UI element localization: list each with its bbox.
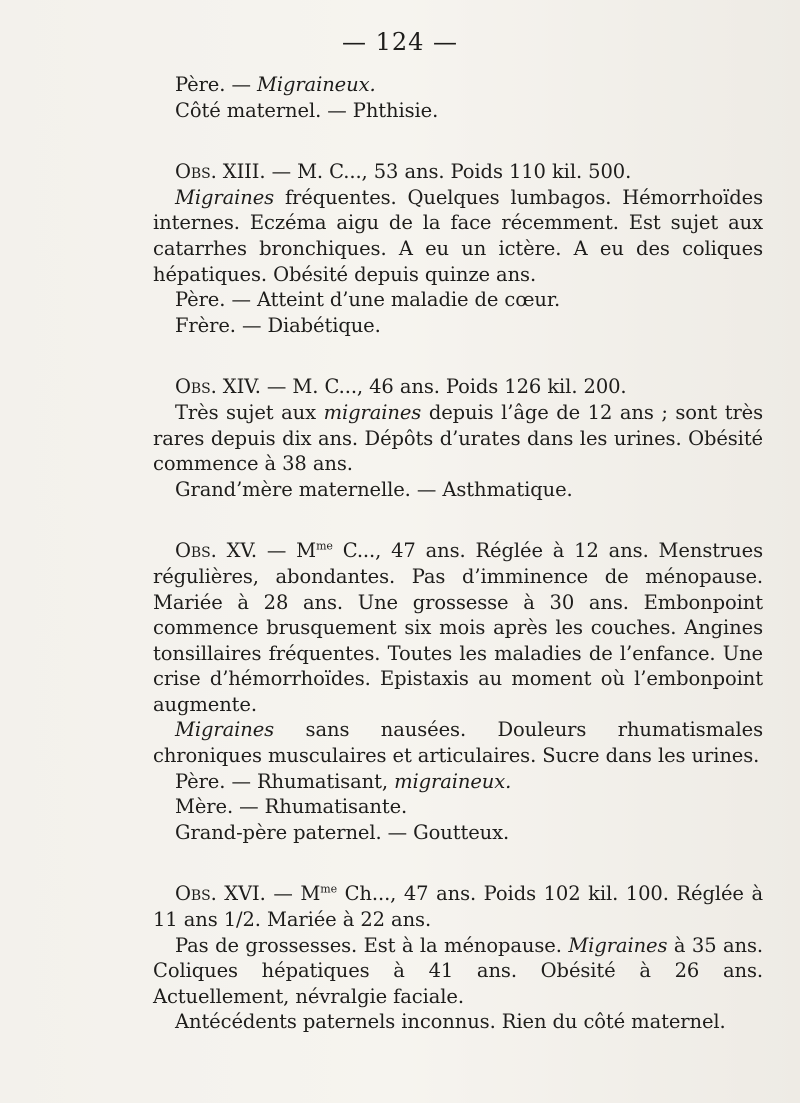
- obs14-migraines: migraines: [323, 400, 422, 424]
- obs14-label: Obs.: [175, 375, 217, 399]
- page-body: [153, 72, 763, 1035]
- obs15-grandpere: Grand-père paternel. — Goutteux.: [175, 820, 510, 844]
- obs16-text: à 35 ans. Coliques hépatiques à 41 ans. Obésité à 26 ans. Actuellement, névralgie faciale.: [153, 933, 763, 1008]
- cote-label: Côté maternel. —: [175, 98, 347, 122]
- obs15-title-rest: C..., 47 ans. Réglée à 12 ans. Menstrues régulières, abondantes. Pas d’imminence de ménopause. Mariée à 28 ans. Une grossesse à 30 ans. Embonpoint commence brusquement six mois après les couches. Angines tonsillaires fréquentes. Toutes les maladies de l’enfance. Une crise d’hémorrhoïdes. Epistaxis au moment où l’embonpoint augmente.: [153, 539, 763, 716]
- pere-value: Migraineux.: [256, 73, 376, 96]
- obs15-title-pre: XV. — M: [226, 539, 317, 563]
- obs13-pere: Père. — Atteint d’une maladie de cœur.: [175, 288, 561, 312]
- obs16-label: Obs.: [175, 882, 217, 906]
- obs13-title: [153, 159, 763, 185]
- obs15-title-sup: me: [316, 539, 333, 553]
- cote-value: Phthisie.: [352, 98, 439, 122]
- obs15-title: [153, 538, 763, 717]
- obs15-migraines: Migraines: [175, 718, 275, 742]
- obs13-title-rest: XIII. — M. C..., 53 ans. Poids 110 kil. 500.: [222, 160, 632, 184]
- pere-label: Père. —: [175, 73, 251, 96]
- obs15-paragraph: [153, 717, 763, 768]
- obs14-pre: Très sujet aux: [175, 400, 317, 424]
- obs13-migraines: Migraines: [175, 185, 275, 209]
- obs16-migraines: Migraines: [568, 933, 668, 957]
- obs14-paragraph: [153, 400, 763, 477]
- obs13-label: Obs.: [175, 160, 217, 184]
- obs13-paragraph: [153, 185, 763, 287]
- obs16-title: [153, 881, 763, 932]
- obs15-mere: Mère. — Rhumatisante.: [175, 795, 408, 819]
- obs14-title-rest: XIV. — M. C..., 46 ans. Poids 126 kil. 200.: [222, 375, 627, 399]
- pere-line: [153, 72, 763, 98]
- obs16-title-pre: XVI. — M: [224, 882, 321, 906]
- obs13-frere: Frère. — Diabétique.: [175, 313, 381, 337]
- obs16-paragraph: [153, 933, 763, 1010]
- obs14-grandmere: Grand’mère maternelle. — Asthmatique.: [175, 477, 573, 501]
- obs14-text: depuis l’âge de 12 ans ; sont très rares depuis dix ans. Dépôts d’urates dans les urines. Obésité commence à 38 ans.: [153, 400, 764, 476]
- obs16-pre: Pas de grossesses. Est à la ménopause.: [175, 933, 562, 957]
- obs14-title: [153, 374, 763, 400]
- page-number: — 124 —: [341, 28, 459, 56]
- obs16-antecedents: Antécédents paternels inconnus. Rien du côté maternel.: [175, 1010, 726, 1034]
- obs15-pere-italic: migraineux.: [394, 769, 512, 793]
- obs16-title-sup: me: [320, 882, 337, 896]
- cote-maternel-line: [153, 98, 763, 124]
- obs13-text: fréquentes. Quelques lumbagos. Hémorrhoïdes internes. Eczéma aigu de la face récemment. Est sujet aux catarrhes bronchiques. A eu un ictère. A eu des coliques hépatiques. Obésité depuis quinze ans.: [153, 185, 763, 286]
- obs15-text: sans nausées. Douleurs rhumatismales chroniques musculaires et articulaires. Sucre dans les urines.: [153, 718, 763, 768]
- obs16-title-rest: Ch..., 47 ans. Poids 102 kil. 100. Réglée à 11 ans 1/2. Mariée à 22 ans.: [153, 882, 763, 932]
- obs15-label: Obs.: [175, 539, 217, 563]
- obs15-pere: [153, 769, 763, 795]
- obs15-pere-label: Père. — Rhumatisant,: [175, 769, 388, 793]
